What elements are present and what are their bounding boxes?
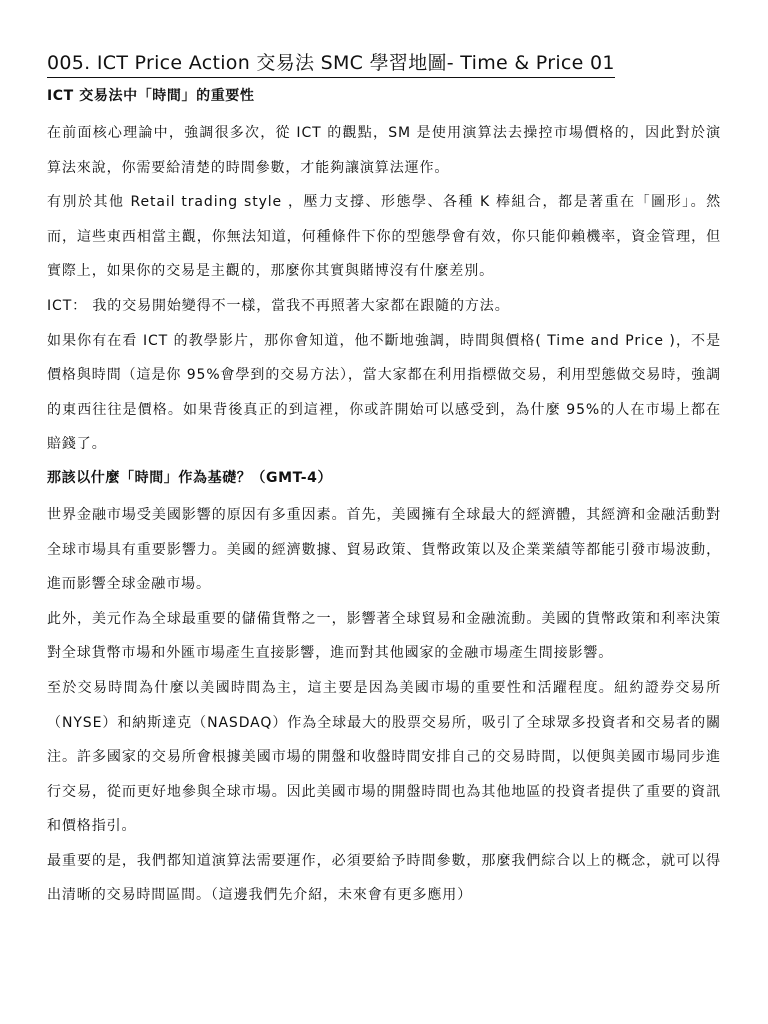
section-time-basis: [47, 468, 721, 913]
paragraph: 此外，美元作為全球最重要的儲備貨幣之一，影響著全球貿易和金融流動。美國的貨幣政策和利率決策對全球貨幣市場和外匯市場產生直接影響，進而對其他國家的金融市場產生間接影響。: [47, 610, 721, 662]
paragraph: ICT： 我的交易開始變得不一樣，當我不再照著大家都在跟隨的方法。: [47, 297, 510, 314]
section-heading: ICT 交易法中「時間」的重要性: [47, 88, 255, 104]
paragraph: 如果你有在看 ICT 的教學影片，那你會知道，他不斷地強調，時間與價格( Time and Price )，不是價格與時間（這是你 95%會學到的交易方法），當大家都在利用指標做交易，利用型態做交易時，強調的東西往往是價格。如果背後真正的到這裡，你或許開始可以感受到，為什麼 95%的人在市場上都在賠錢了。: [47, 332, 721, 453]
section-time-importance: [47, 86, 721, 462]
paragraph: 至於交易時間為什麼以美國時間為主，這主要是因為美國市場的重要性和活躍程度。紐約證券交易所（NYSE）和納斯達克（NASDAQ）作為全球最大的股票交易所，吸引了全球眾多投資者和交易者的關注。許多國家的交易所會根據美國市場的開盤和收盤時間安排自己的交易時間，以便與美國市場同步進行交易，從而更好地參與全球市場。因此美國市場的開盤時間也為其他地區的投資者提供了重要的資訊和價格指引。: [47, 679, 721, 835]
paragraph: 在前面核心理論中，強調很多次，從 ICT 的觀點，SM 是使用演算法去操控市場價格的，因此對於演算法來說，你需要給清楚的時間參數，才能夠讓演算法運作。: [47, 125, 721, 176]
paragraph: 世界金融市場受美國影響的原因有多重因素。首先，美國擁有全球最大的經濟體，其經濟和金融活動對全球市場具有重要影響力。美國的經濟數據、貿易政策、貨幣政策以及企業業績等都能引發市場波動，進而影響全球金融市場。: [47, 506, 721, 593]
paragraph: 最重要的是，我們都知道演算法需要運作，必須要給予時間參數，那麼我們綜合以上的概念，就可以得出清晰的交易時間區間。（這邊我們先介紹，未來會有更多應用）: [47, 852, 721, 904]
document-title: 005. ICT Price Action 交易法 SMC 學習地圖- Time & Price 01: [47, 50, 615, 78]
section-heading: 那該以什麼「時間」作為基礎？（GMT-4）: [47, 469, 333, 486]
paragraph: 有別於其他 Retail trading style ，壓力支撐、形態學、各種 K 棒組合，都是著重在「圖形」。然而，這些東西相當主觀，你無法知道，何種條件下你的型態學會有效，你只能仰賴機率，資金管理，但實際上，如果你的交易是主觀的，那麼你其實與賭博沒有什麼差別。: [47, 194, 721, 280]
